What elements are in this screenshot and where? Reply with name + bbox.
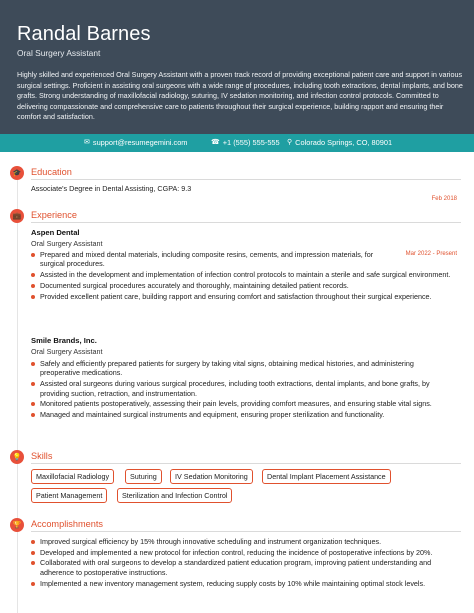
contact-phone[interactable] [211, 138, 280, 147]
candidate-title: Oral Surgery Assistant [17, 48, 101, 58]
education-degree: Associate's Degree in Dental Assisting, CGPA: 9.3 [31, 184, 192, 193]
trophy-icon: 🏆 [10, 518, 24, 532]
job-role: Oral Surgery Assistant [31, 239, 103, 248]
job-date: Mar 2022 - Present [405, 251, 457, 257]
list-item: Prepared and mixed dental materials, including composite resins, cements, and impression materials, for surgical procedures. [31, 250, 391, 269]
accomplishments-divider [31, 531, 461, 532]
list-item: Managed and maintained surgical instruments and equipment, ensuring proper sterilization and functionality. [31, 410, 451, 419]
map-pin-icon: ⚲ [287, 139, 293, 146]
contact-bar [0, 134, 474, 152]
list-item: Monitored patients postoperatively, assessing their pain levels, providing comfort measures, and ensuring stable vital signs. [31, 399, 451, 408]
skill-tag: Maxillofacial Radiology [31, 469, 114, 484]
skills-heading: Skills [31, 451, 53, 461]
list-item: Collaborated with oral surgeons to develop a standardized patient education program, improving patient understanding and adherence to postoperative instructions. [31, 558, 451, 577]
briefcase-icon: 💼 [10, 209, 24, 223]
list-item: Provided excellent patient care, building rapport and ensuring comfort and satisfaction throughout their surgical experience. [31, 292, 451, 301]
skill-tag: Suturing [125, 469, 162, 484]
section-timeline [17, 170, 18, 613]
list-item: Developed and implemented a new protocol for infection control, reducing the incidence of postoperative infections by 20%. [31, 548, 451, 557]
list-item: Implemented a new inventory management system, reducing supply costs by 10% while maintaining optimal stock levels. [31, 579, 451, 588]
accomplishments-heading: Accomplishments [31, 519, 103, 529]
list-item: Assisted oral surgeons during various surgical procedures, including tooth extractions, dental implants, and bone grafts, by providing suction, retraction, and instrumentation. [31, 379, 451, 398]
list-item: Assisted in the development and implementation of infection control protocols to maintain a sterile and safe surgical environment. [31, 270, 451, 279]
contact-location [287, 138, 392, 147]
location-text: Colorado Springs, CO, 80901 [295, 138, 393, 147]
email-text: support@resumegemini.com [92, 138, 188, 147]
phone-icon: ☎ [211, 139, 220, 146]
list-item: Improved surgical efficiency by 15% through innovative scheduling and instrument organization techniques. [31, 537, 451, 546]
envelope-icon: ✉ [84, 139, 90, 146]
education-date: Feb 2018 [431, 196, 457, 202]
job-role: Oral Surgery Assistant [31, 347, 103, 356]
phone-text: +1 (555) 555-555 [222, 138, 280, 147]
accomplishments-bullets [31, 537, 451, 589]
skill-tag: Sterilization and Infection Control [117, 488, 232, 503]
education-heading: Education [31, 167, 72, 177]
experience-divider [31, 222, 461, 223]
experience-heading: Experience [31, 210, 77, 220]
list-item: Safely and efficiently prepared patients for surgery by taking vital signs, obtaining medical histories, and administering preoperative medications. [31, 359, 451, 378]
skills-divider [31, 463, 461, 464]
skills-list [31, 469, 451, 505]
education-divider [31, 179, 461, 180]
skill-tag: Dental Implant Placement Assistance [262, 469, 391, 484]
job-bullets [31, 359, 451, 421]
job-company: Aspen Dental [31, 228, 80, 237]
graduation-cap-icon: 🎓 [10, 166, 24, 180]
lightbulb-icon: 💡 [10, 450, 24, 464]
skill-tag: IV Sedation Monitoring [170, 469, 253, 484]
skill-tag: Patient Management [31, 488, 107, 503]
contact-email[interactable] [84, 138, 187, 147]
candidate-name: Randal Barnes [17, 23, 151, 45]
list-item: Documented surgical procedures accurately and thoroughly, maintaining detailed patient records. [31, 281, 451, 290]
resume-header [0, 0, 474, 134]
summary-text: Highly skilled and experienced Oral Surgery Assistant with a proven track record of providing exceptional patient care and support in various surgical settings. Proficient in assisting oral surgeons with a wide range of procedures, including tooth extractions, dental implants, and bone grafts. Strong understanding of maxillofacial radiology, suturing, IV sedation monitoring, and infection control protocols. Committed to delivering compassionate and comprehensive care to patients throughout their surgical experience, building rapport and ensuring their comfort and satisfaction. [17, 70, 463, 122]
job-company: Smile Brands, Inc. [31, 336, 97, 345]
